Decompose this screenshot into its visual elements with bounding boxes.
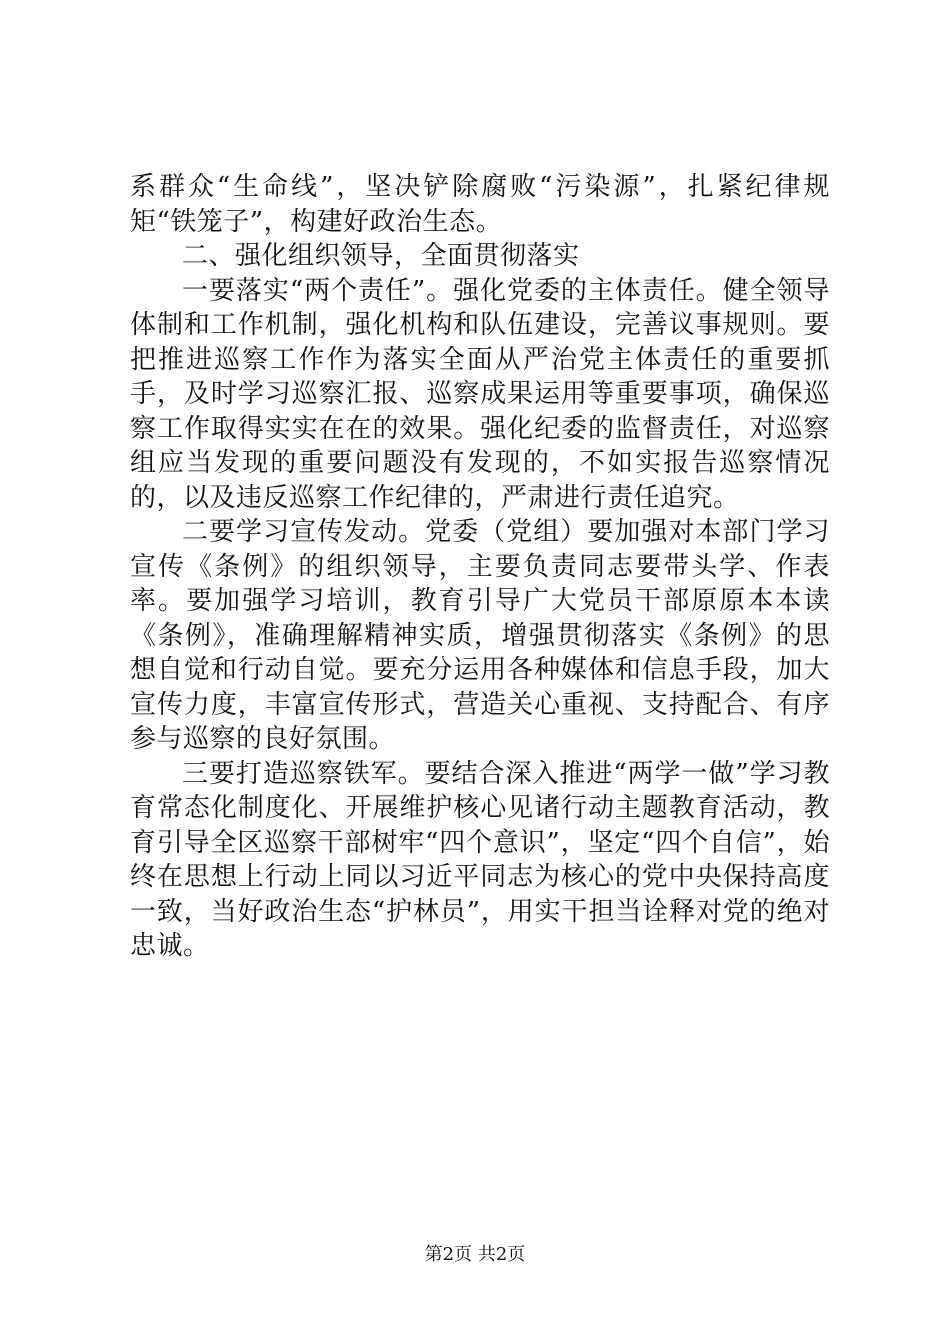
document-body [130, 170, 830, 964]
page-footer: 第2页 共2页 [424, 1244, 526, 1265]
paragraph-team-building: 三要打造巡察铁军。要结合深入推进“两学一做”学习教育常态化制度化、开展维护核心见诸行动主题教育活动，教育引导全区巡察干部树牢“四个意识”，坚定“四个自信”，始终在思想上行动上同以习近平同志为核心的党中央保持高度一致，当好政治生态“护林员”，用实干担当诠释对党的绝对忠诚。 [130, 758, 830, 961]
paragraph-publicity: 二要学习宣传发动。党委（党组）要加强对本部门学习宣传《条例》的组织领导，主要负责同志要带头学、作表率。要加强学习培训，教育引导广大党员干部原原本本读《条例》，准确理解精神实质，增强贯彻落实《条例》的思想自觉和行动自觉。要充分运用各种媒体和信息手段，加大宣传力度，丰富宣传形式，营造关心重视、支持配合、有序参与巡察的良好氛围。 [130, 517, 830, 754]
section-heading: 二、强化组织领导，全面贯彻落实 [182, 241, 580, 271]
paragraph-continuation: 系群众“生命线”，坚决铲除腐败“污染源”，扎紧纪律规矩“铁笼子”，构建好政治生态。 [130, 172, 830, 237]
paragraph-responsibility: 一要落实“两个责任”。强化党委的主体责任。健全领导体制和工作机制，强化机构和队伍建设，完善议事规则。要把推进巡察工作作为落实全面从严治党主体责任的重要抓手，及时学习巡察汇报、巡察成果运用等重要事项，确保巡察工作取得实实在在的效果。强化纪委的监督责任，对巡察组应当发现的重要问题没有发现的，不如实报告巡察情况的，以及违反巡察工作纪律的，严肃进行责任追究。 [130, 275, 830, 513]
